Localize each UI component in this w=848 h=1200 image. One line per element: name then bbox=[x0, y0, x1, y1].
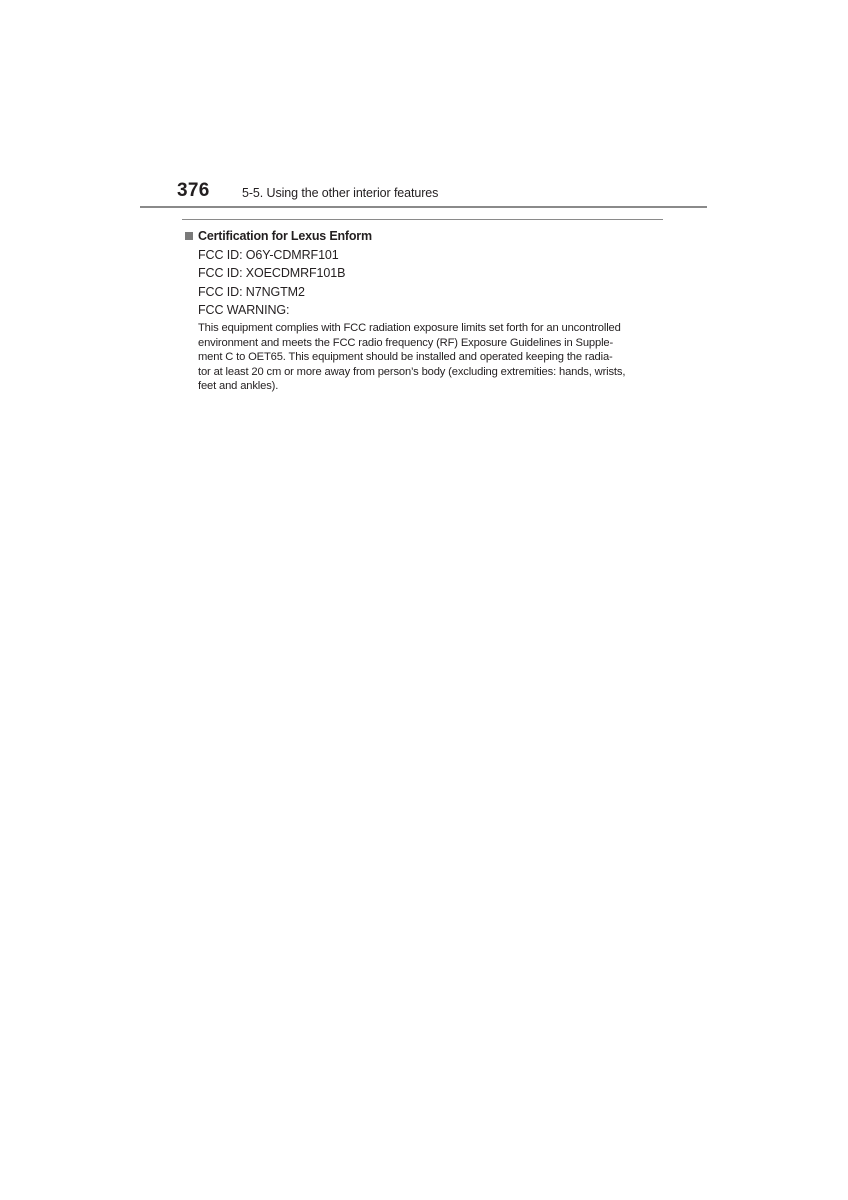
fcc-id-line: FCC ID: N7NGTM2 bbox=[198, 284, 305, 299]
paragraph-line: ment C to OET65. This equipment should be installed and operated keeping the radia- bbox=[198, 351, 613, 364]
paragraph-line: feet and ankles). bbox=[198, 380, 279, 393]
square-bullet-icon bbox=[185, 232, 193, 240]
section-divider bbox=[182, 219, 663, 220]
fcc-id-list bbox=[198, 246, 345, 319]
paragraph-line: tor at least 20 cm or more away from person’s body (excluding extremities: hands, wrists, bbox=[198, 365, 626, 378]
page-number: 376 bbox=[177, 180, 210, 201]
certification-heading-text: Certification for Lexus Enform bbox=[198, 229, 372, 243]
fcc-warning-label: FCC WARNING: bbox=[198, 302, 290, 317]
section-title: 5-5. Using the other interior features bbox=[242, 186, 439, 200]
fcc-id-line: FCC ID: O6Y-CDMRF101 bbox=[198, 248, 339, 262]
paragraph-line: This equipment complies with FCC radiation exposure limits set forth for an uncontrolled bbox=[198, 322, 621, 334]
certification-heading bbox=[185, 228, 372, 244]
paragraph-line: environment and meets the FCC radio frequency (RF) Exposure Guidelines in Supple- bbox=[198, 336, 614, 349]
fcc-id-line: FCC ID: XOECDMRF101B bbox=[198, 266, 346, 281]
fcc-warning-paragraph bbox=[198, 321, 662, 394]
header-divider bbox=[140, 206, 707, 208]
